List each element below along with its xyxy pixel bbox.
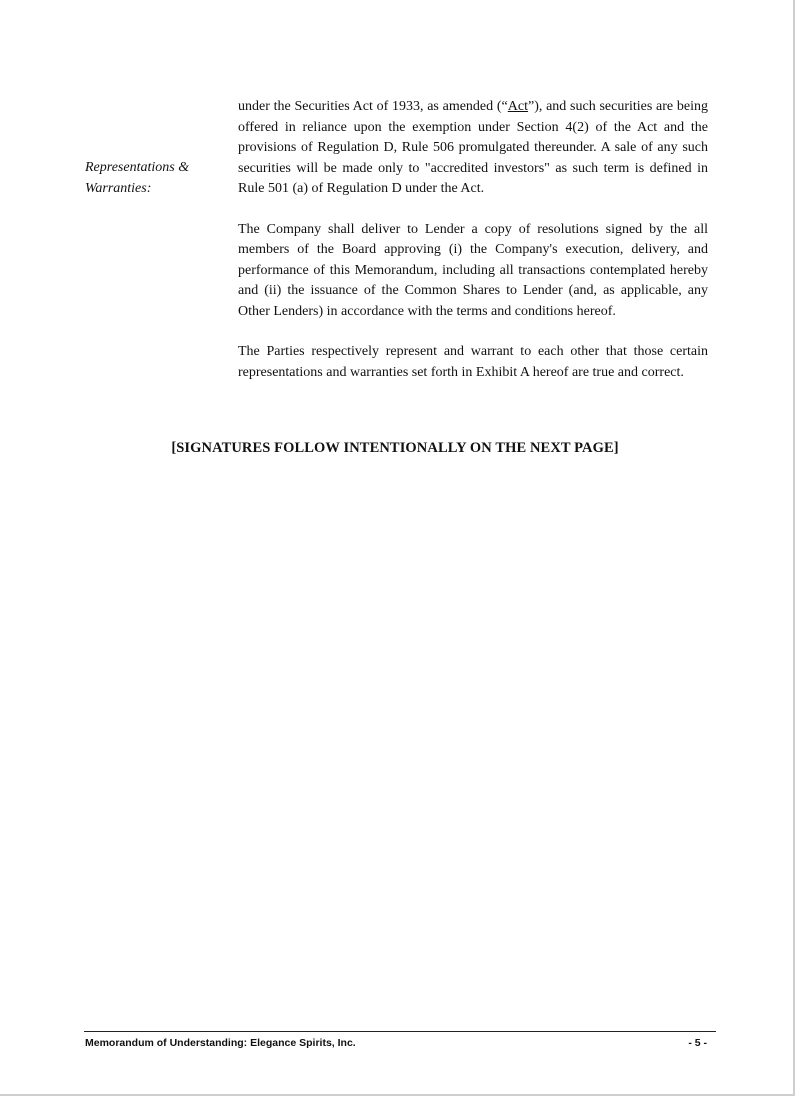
footer-divider <box>84 1031 716 1032</box>
section-heading-line-1: Representations & <box>85 160 190 175</box>
signature-notice: [SIGNATURES FOLLOW INTENTIONALLY ON THE NEXT PAGE] <box>171 440 619 456</box>
act-defined-term: Act <box>507 99 528 114</box>
section-heading-line-2: Warranties: <box>85 181 152 196</box>
footer-page-number: - 5 - <box>688 1037 707 1049</box>
paragraph-1-text-b: ”), and such securities are being offered in reliance upon the exemption under Section 4(2) of the Act and the provisions of Regulation D, Rule 506 promulgated thereunder. A sale of any such securities will be made only to "accredited investors" as such term is defined in Rule 501 (a) of Regulation D under the Act. <box>238 99 708 196</box>
footer-document-title: Memorandum of Understanding: Elegance Spirits, Inc. <box>85 1037 356 1049</box>
paragraph-representations: The Parties respectively represent and warrant to each other that those certain representations and warranties set forth in Exhibit A hereof are true and correct. <box>238 344 708 380</box>
body-text-column <box>238 97 708 383</box>
paragraph-1-text-a: under the Securities Act of 1933, as amended (“ <box>238 99 508 114</box>
paragraph-board-resolutions: The Company shall deliver to Lender a copy of resolutions signed by the all members of the Board approving (i) the Company's execution, delivery, and performance of this Memorandum, including all transactions contemplated hereby and (ii) the issuance of the Common Shares to Lender (and, as applicable, any Other Lenders) in accordance with the terms and conditions hereof. <box>238 221 708 319</box>
section-heading <box>85 157 225 199</box>
paragraph-securities-act <box>238 97 708 200</box>
